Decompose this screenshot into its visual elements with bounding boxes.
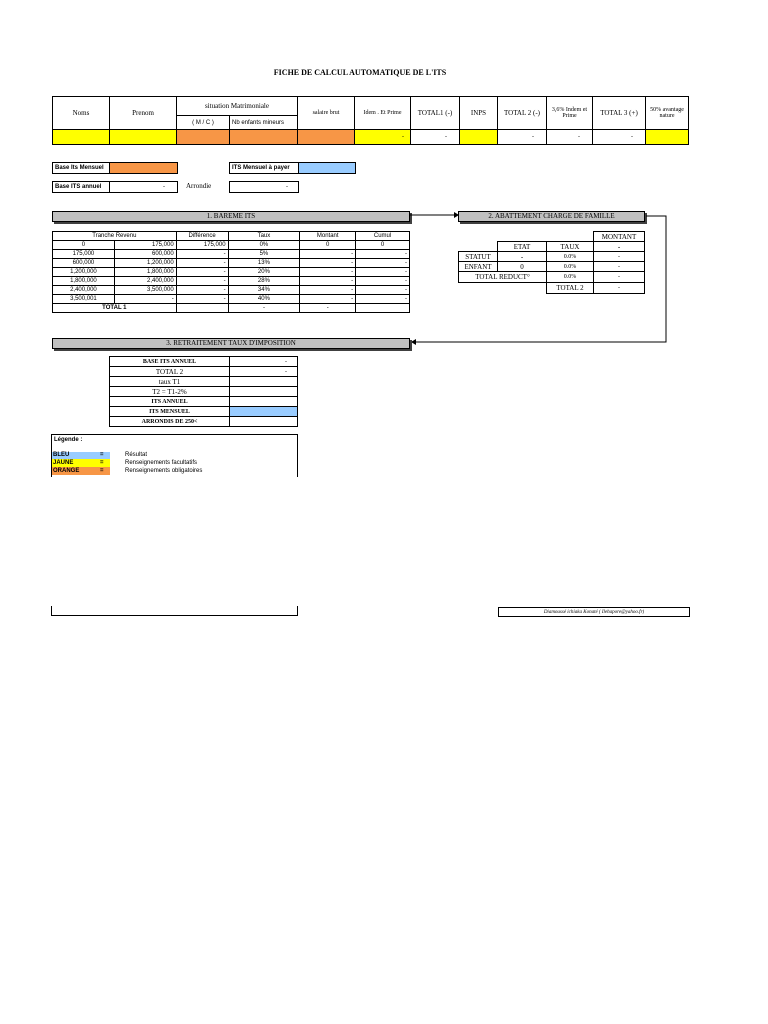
cell: - — [176, 250, 228, 259]
cell: - — [356, 286, 410, 295]
bareme-h-difference: Différence — [176, 232, 228, 241]
retraitement-value: - — [229, 366, 298, 377]
retraitement-label: BASE ITS ANNUEL — [109, 356, 230, 367]
input-mc[interactable] — [176, 129, 230, 145]
statut-etat: - — [497, 251, 547, 262]
bareme-title-bar: 1. BAREME ITS — [52, 211, 410, 222]
value-pct-indem: - — [546, 129, 593, 145]
table-row — [53, 295, 410, 304]
cell: 1,200,000 — [114, 259, 176, 268]
cell — [356, 304, 410, 313]
bareme-total-row — [53, 304, 410, 313]
cell: - — [176, 277, 228, 286]
cell: - — [356, 277, 410, 286]
cell: - — [356, 259, 410, 268]
value-total1: - — [410, 129, 460, 145]
input-inps[interactable] — [459, 129, 498, 145]
value-total2: - — [497, 129, 547, 145]
cell: 3,500,000 — [114, 286, 176, 295]
retraitement-label: ITS ANNUEL — [109, 396, 230, 407]
retraitement-label: TOTAL 2 — [109, 366, 230, 377]
cell: 0 — [53, 241, 115, 250]
table-row — [53, 241, 410, 250]
base-mensuel-input[interactable] — [109, 162, 178, 174]
cell: - — [300, 268, 356, 277]
base-annuel-value: - — [109, 181, 178, 193]
col-salaire-brut: salaire brut — [297, 96, 355, 130]
legend-box — [51, 434, 298, 477]
input-noms[interactable] — [52, 129, 110, 145]
col-inps: INPS — [459, 96, 498, 130]
bareme-table — [52, 231, 410, 313]
legend-eq: = — [100, 460, 104, 466]
col-total1: TOTAL1 (-) — [410, 96, 460, 130]
retraitement-label: ITS MENSUEL — [109, 406, 230, 417]
cell: 600,000 — [114, 250, 176, 259]
abattement-montant-value: - — [593, 241, 645, 252]
total-reduct-montant: - — [593, 271, 645, 283]
its-payer-result — [298, 162, 356, 174]
retraitement-label: ARRONDIS DE 250< — [109, 416, 230, 427]
col-indem-prime: Idem . Et Prime — [354, 96, 411, 130]
table-row — [53, 268, 410, 277]
cell: - — [356, 268, 410, 277]
input-salaire-brut[interactable] — [297, 129, 355, 145]
arrondie-label: Arrondie — [186, 182, 212, 190]
cell: 600,000 — [53, 259, 115, 268]
cell: 5% — [228, 250, 300, 259]
statut-taux: 0.0% — [546, 251, 594, 262]
retraitement-label: T2 = T1-2% — [109, 386, 230, 397]
col-prenom: Prenom — [109, 96, 177, 130]
cell: - — [114, 295, 176, 304]
legend-eq: = — [100, 452, 104, 458]
total-reduct-taux: 0.0% — [546, 271, 594, 283]
abattement-total2-label: TOTAL 2 — [546, 282, 594, 294]
table-row — [53, 277, 410, 286]
cell: - — [176, 259, 228, 268]
legend-eq: = — [100, 468, 104, 474]
col-noms: Noms — [52, 96, 110, 130]
retraitement-value — [229, 416, 298, 427]
bareme-total-montant: - — [300, 304, 356, 313]
total-reduct-label: TOTAL REDUCT° — [458, 271, 547, 283]
cell: 28% — [228, 277, 300, 286]
bareme-h-montant: Montant — [300, 232, 356, 241]
legend-desc: Renseignements obligatoires — [125, 468, 203, 474]
table-row — [53, 259, 410, 268]
cell: - — [176, 268, 228, 277]
col-mc: ( M / C ) — [176, 115, 230, 130]
bareme-h-cumul: Cumul — [356, 232, 410, 241]
cell: 1,200,000 — [53, 268, 115, 277]
legend-swatch-orange: ORANGE — [52, 467, 110, 475]
col-nb-enfants: Nb enfants mineurs — [229, 115, 298, 130]
col-pct-indem: 3,6% Indem et Prime — [546, 96, 593, 130]
cell: 0 — [356, 241, 410, 250]
cell: 40% — [228, 295, 300, 304]
cell: 175,000 — [114, 241, 176, 250]
abattement-total2-value: - — [593, 282, 645, 294]
cell: 2,400,000 — [114, 277, 176, 286]
enfant-taux: 0.0% — [546, 261, 594, 272]
cell: 34% — [228, 286, 300, 295]
col-total2: TOTAL 2 (-) — [497, 96, 547, 130]
cell: 0% — [228, 241, 300, 250]
abattement-montant-header: MONTANT — [593, 231, 645, 242]
input-nb-enfants[interactable] — [229, 129, 298, 145]
retraitement-value: - — [229, 356, 298, 367]
retraitement-label: taux T1 — [109, 376, 230, 387]
base-annuel-label: Base ITS annuel — [52, 181, 110, 193]
cell: 0 — [300, 241, 356, 250]
col-situation: situation Matrimoniale — [176, 96, 298, 116]
legend-swatch-jaune: JAUNE — [52, 459, 110, 467]
base-mensuel-label: Base Its Mensuel — [52, 162, 110, 174]
cell: 20% — [228, 268, 300, 277]
cell: - — [300, 286, 356, 295]
bareme-header-row — [53, 232, 410, 241]
table-row — [53, 286, 410, 295]
table-row — [53, 250, 410, 259]
cell: 1,800,000 — [53, 277, 115, 286]
statut-montant: - — [593, 251, 645, 262]
enfant-etat: 0 — [497, 261, 547, 272]
cell: - — [300, 295, 356, 304]
abattement-title-bar: 2. ABATTEMENT CHARGE DE FAMILLE — [458, 211, 645, 222]
enfant-label: ENFANT — [458, 261, 498, 272]
arrow-left-icon — [408, 214, 670, 348]
bareme-total-taux: - — [228, 304, 300, 313]
bareme-total-label: TOTAL 1 — [53, 304, 177, 313]
cell: - — [300, 250, 356, 259]
cell: - — [356, 250, 410, 259]
page-title: FICHE DE CALCUL AUTOMATIQUE DE L'ITS — [273, 68, 447, 77]
statut-label: STATUT — [458, 251, 498, 262]
value-total3: - — [592, 129, 646, 145]
bareme-h-taux: Taux — [228, 232, 300, 241]
cell: - — [300, 277, 356, 286]
legend-desc: Renseignements facultatifs — [125, 460, 198, 466]
cell: - — [356, 295, 410, 304]
col-total3: TOTAL 3 (+) — [592, 96, 646, 130]
cell: - — [176, 286, 228, 295]
legend-desc: Résultat — [125, 452, 148, 458]
cell: 2,400,000 — [53, 286, 115, 295]
abattement-taux-header: TAUX — [546, 241, 594, 252]
cell: 1,800,000 — [114, 268, 176, 277]
cell — [176, 304, 228, 313]
bottom-frame — [51, 606, 298, 616]
arrondie-value: - — [229, 181, 299, 193]
legend-title: Légende : — [54, 437, 83, 443]
cell: 13% — [228, 259, 300, 268]
cell: - — [300, 259, 356, 268]
its-payer-label: ITS Mensuel à payer — [229, 162, 299, 174]
cell: 3,500,001 — [53, 295, 115, 304]
cell: 175,000 — [53, 250, 115, 259]
input-avantage[interactable] — [645, 129, 689, 145]
input-prenom[interactable] — [109, 129, 177, 145]
input-indem-prime[interactable]: - — [354, 129, 411, 145]
cell: 175,000 — [176, 241, 228, 250]
col-avantage: 50% avantage nature — [645, 96, 689, 130]
footer-credit: Diamoussé ichiaka Konaté ( Ilehapore@yahoo.fr) — [498, 607, 690, 617]
cell: - — [176, 295, 228, 304]
retraitement-title-bar: 3. RETRAITEMENT TAUX D'IMPOSITION — [52, 338, 410, 349]
legend-swatch-bleu: BLEU — [52, 452, 110, 459]
enfant-montant: - — [593, 261, 645, 272]
bareme-h-tranche: Tranche Revenu — [53, 232, 177, 241]
abattement-etat-header: ETAT — [497, 241, 547, 252]
